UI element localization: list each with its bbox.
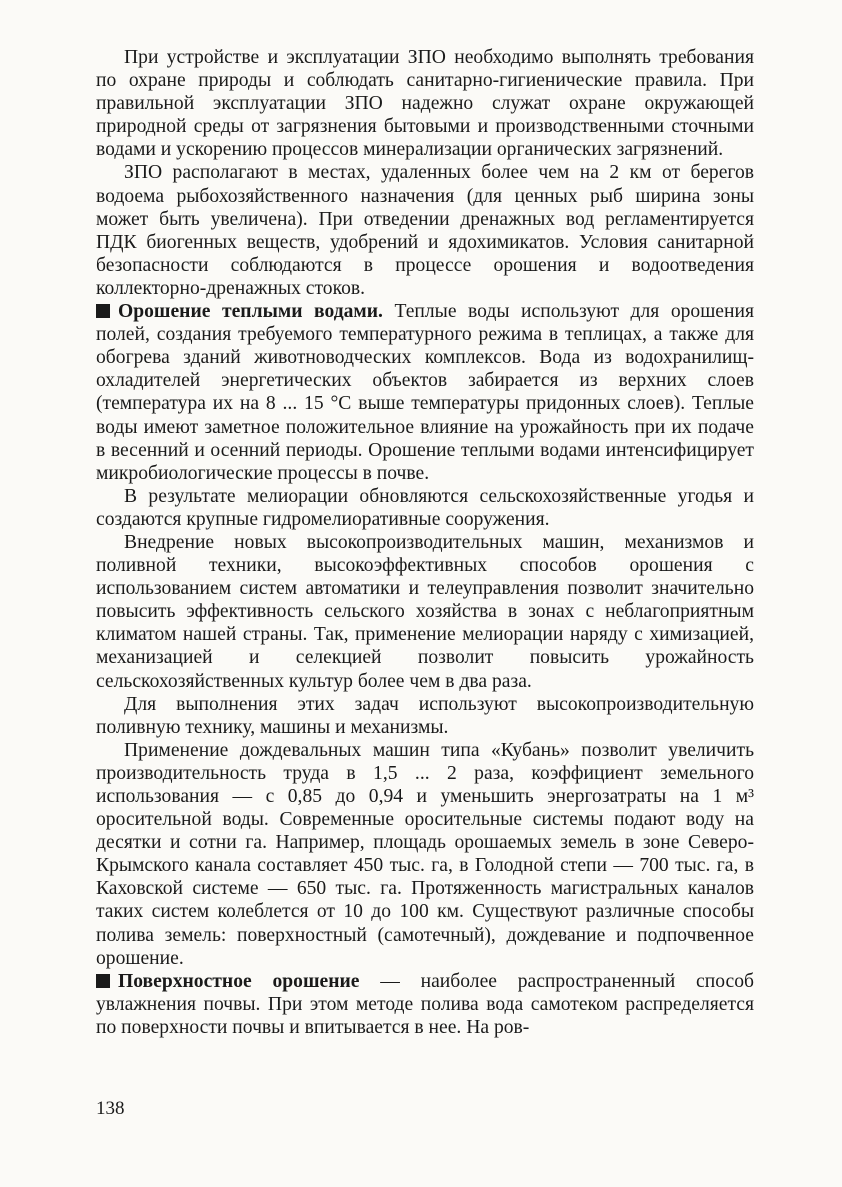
paragraph-5-text: Внедрение новых высокопроизводительных машин, механизмов и поливной техники, высокоэффективных способов орошения с использованием систем автоматики и телеуправления позволит значительно повысить эффективность сельского хозяйства в зонах с неблагоприятным климатом нашей страны. Так, применение мелиорации наряду с химизацией, механизацией и селекцией позволит повысить урожайность сельскохозяйственных культур более чем в два раза. [96, 531, 754, 692]
paragraph-7-text: Применение дождевальных машин типа «Кубань» позволит увеличить производительность труда в 1,5 ... 2 раза, коэффициент земельного использования — с 0,85 до 0,94 и уменьшить энергозатраты на 1 м³ оросительной воды. Современные оросительные системы подают воду на десятки и сотни га. Например, площадь орошаемых земель в зоне Северо-Крымского канала составляет 450 тыс. га, в Голодной степи — 700 тыс. га, в Каховской системе — 650 тыс. га. Протяженность магистральных каналов таких систем колеблется от 10 до 100 км. Существуют различные способы полива земель: поверхностный (самотечный), дождевание и подпочвенное орошение. [96, 739, 754, 969]
paragraph-3-text: Теплые воды используют для орошения полей, создания требуемого температурного режима в теплицах, а также для обогрева зданий животноводческих комплексов. Вода из водохранилищ-охладителей энергетических объектов забирается из верхних слоев (температура их на 8 ... 15 °С выше температуры придонных слоев). Теплые воды имеют заметное положительное влияние на урожайность при их подаче в весенний и осенний периоды. Орошение теплыми водами интенсифицирует микробиологические процессы в почве. [96, 301, 754, 484]
page-number: 138 [96, 1098, 125, 1119]
paragraph-1-text: При устройстве и эксплуатации ЗПО необходимо выполнять требования по охране природы и соблюдать санитарно-гигиенические правила. При правильной эксплуатации ЗПО надежно служат охране окружающей природной среды от загрязнения бытовыми и производственными сточными водами и ускорению процессов минерализации органических загрязнений. [96, 47, 754, 161]
paragraph-3 [96, 300, 754, 485]
paragraph-7 [96, 739, 754, 970]
section-heading-warm-water: Орошение теплыми водами. [118, 301, 383, 323]
paragraph-4 [96, 485, 754, 531]
section-marker-icon [96, 974, 110, 988]
paragraph-6 [96, 693, 754, 739]
paragraph-4-text: В результате мелиорации обновляются сельскохозяйственные угодья и создаются крупные гидромелиоративные сооружения. [96, 485, 754, 530]
paragraph-2 [96, 161, 754, 300]
paragraph-8 [96, 970, 754, 1039]
paragraph-2-text: ЗПО располагают в местах, удаленных более чем на 2 км от берегов водоема рыбохозяйственного назначения (для ценных рыб ширина зоны может быть увеличена). При отведении дренажных вод регламентируется ПДК биогенных веществ, удобрений и ядохимикатов. Условия санитарной безопасности соблюдаются в процессе орошения и водоотведения коллекторно-дренажных стоков. [96, 162, 754, 299]
section-heading-surface-irrigation: Поверхностное орошение [118, 970, 360, 992]
page-text-block [96, 46, 754, 1039]
paragraph-1 [96, 46, 754, 161]
paragraph-6-text: Для выполнения этих задач используют высокопроизводительную поливную технику, машины и механизмы. [96, 693, 754, 738]
paragraph-5 [96, 531, 754, 693]
section-marker-icon [96, 304, 110, 318]
paragraph-8-text: — наиболее распространенный способ увлажнения почвы. При этом методе полива вода самотеком распределяется по поверхности почвы и впитывается в нее. На ров- [96, 970, 754, 1038]
